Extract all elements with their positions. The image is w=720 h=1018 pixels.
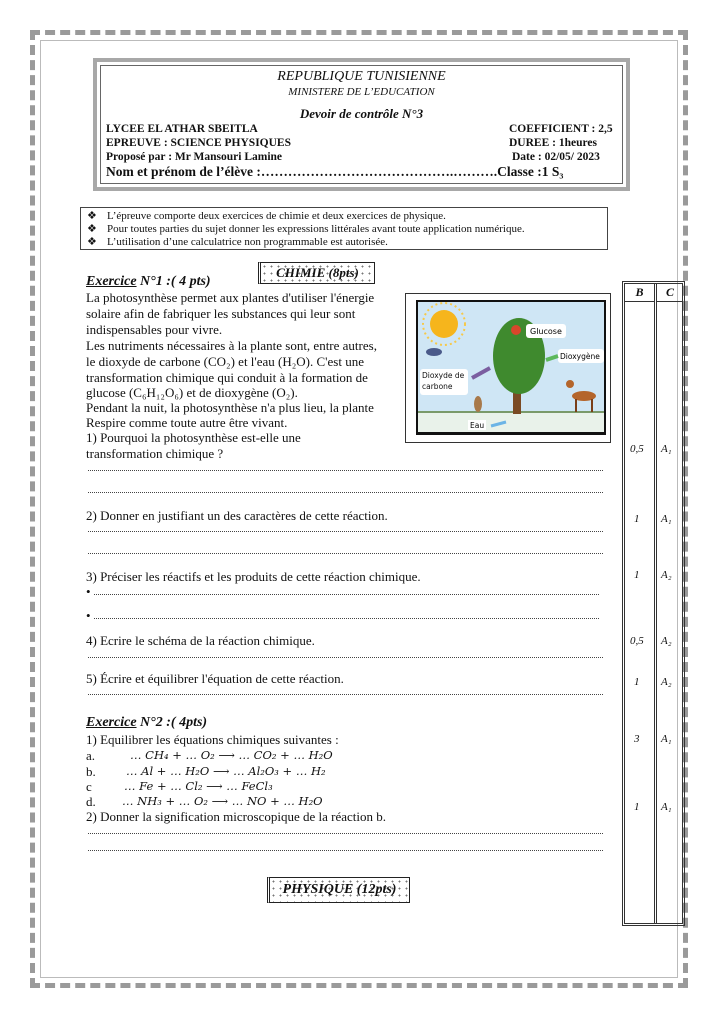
photosynthesis-illustration <box>405 293 611 443</box>
exercise-points: N°2 :( 4pts) <box>136 715 208 730</box>
score-b: 1 <box>634 513 640 525</box>
text-line: Respire comme toute autre être vivant. <box>86 415 288 430</box>
equation: … Al + … H₂O ⟶ … Al₂O₃ + … H₂ <box>126 764 326 778</box>
author: Proposé par : Mr Mansouri Lamine <box>106 151 283 163</box>
equation-label: b. <box>86 764 96 779</box>
rabbit-icon <box>474 396 482 412</box>
header-box <box>93 58 630 191</box>
equation-label: c <box>86 779 92 794</box>
score-c: A₂ <box>661 569 672 581</box>
ex2-question-2: 2) Donner la signification microscopique de la réaction b. <box>86 809 386 824</box>
exam-title: Devoir de contrôle N°3 <box>299 106 424 121</box>
chimie-banner: CHIMIE (8pts) <box>258 262 375 284</box>
text-line: transformation chimique qui conduit à la formation de <box>86 370 368 385</box>
diamond-bullet-icon: ❖ <box>87 210 97 222</box>
ex2-question-1: 1) Equilibrer les équations chimiques suivantes : <box>86 732 339 747</box>
bullet-icon: • <box>86 608 91 623</box>
column-b <box>625 284 657 923</box>
instruction: Pour toutes parties du sujet donner les expressions littérales avant toute application numérique. <box>107 223 525 235</box>
diamond-bullet-icon: ❖ <box>87 223 97 235</box>
score-b: 1 <box>634 569 640 581</box>
label-glucose: Glucose <box>530 327 562 336</box>
text-line: Les nutriments nécessaires à la plante sont, entre autres, <box>86 338 377 353</box>
score-c: A₁ <box>661 443 672 455</box>
score-b: 3 <box>634 733 640 745</box>
coefficient: COEFFICIENT : 2,5 <box>509 123 613 135</box>
instructions-box <box>80 207 608 250</box>
label-dioxygene: Dioxygène <box>560 352 600 361</box>
score-b: 1 <box>634 676 640 688</box>
answer-line[interactable] <box>88 833 603 834</box>
score-c: A₁ <box>661 513 672 525</box>
equation-label: d. <box>86 794 96 809</box>
score-b: 1 <box>634 801 640 813</box>
duration: DUREE : 1heures <box>509 137 597 149</box>
score-c: A₁ <box>661 733 672 745</box>
bullet-icon: • <box>86 584 91 599</box>
answer-line[interactable] <box>88 492 603 493</box>
school: LYCEE EL ATHAR SBEITLA <box>106 123 258 135</box>
question-2: 2) Donner en justifiant un des caractères de cette réaction. <box>86 508 388 523</box>
score-c: A₁ <box>661 801 672 813</box>
answer-line[interactable] <box>94 594 599 595</box>
header-b: B <box>625 284 654 302</box>
text-line: solaire afin de fabriquer les substances qui leur sont <box>86 306 356 321</box>
exercise2-title <box>86 715 207 731</box>
instruction: L’utilisation d’une calculatrice non programmable est autorisée. <box>107 236 388 248</box>
answer-line[interactable] <box>88 553 603 554</box>
score-b: 0,5 <box>630 635 644 647</box>
label-eau: Eau <box>470 421 485 430</box>
grading-table <box>622 281 685 926</box>
exercise-word: Exercice <box>86 274 137 289</box>
equation: … Fe + … Cl₂ ⟶ … FeCl₃ <box>124 779 273 793</box>
diamond-bullet-icon: ❖ <box>87 236 97 248</box>
student-name-field[interactable]: Nom et prénom de l’élève :…………………………………….……….Classe :1 S₃ <box>106 164 564 179</box>
equation-label: a. <box>86 748 96 763</box>
equation: … CH₄ + … O₂ ⟶ … CO₂ + … H₂O <box>130 748 333 762</box>
bird-icon <box>426 348 442 356</box>
republic-title: REPUBLIQUE TUNISIENNE <box>277 69 446 84</box>
text-line: La photosynthèse permet aux plantes d'utiliser l'énergie <box>86 290 375 305</box>
score-b: 0,5 <box>630 443 644 455</box>
ministry: MINISTERE DE L’EDUCATION <box>288 86 435 98</box>
exercise-points: N°1 :( 4 pts) <box>136 274 211 289</box>
answer-line[interactable] <box>94 618 599 619</box>
score-c: A₂ <box>661 676 672 688</box>
answer-line[interactable] <box>88 531 603 532</box>
question-1: 1) Pourquoi la photosynthèse est-elle une <box>86 430 301 445</box>
question-1: transformation chimique ? <box>86 446 224 461</box>
exercise-word: Exercice <box>86 715 137 730</box>
question-3: 3) Préciser les réactifs et les produits de cette réaction chimique. <box>86 569 421 584</box>
text-line: Pendant la nuit, la photosynthèse n'a plus lieu, la plante <box>86 400 374 415</box>
exercise1-title <box>86 274 211 290</box>
question-5: 5) Écrire et équilibrer l'équation de cette réaction. <box>86 671 344 686</box>
text-line: indispensables pour vivre. <box>86 322 223 337</box>
header-c: C <box>657 284 683 302</box>
instruction: L’épreuve comporte deux exercices de chimie et deux exercices de physique. <box>107 210 446 222</box>
date: Date : 02/05/ 2023 <box>512 151 600 163</box>
label-co2: Dioxyde de carbone <box>422 371 465 391</box>
equation: … NH₃ + … O₂ ⟶ … NO + … H₂O <box>122 794 323 808</box>
score-c: A₂ <box>661 635 672 647</box>
answer-line[interactable] <box>88 470 603 471</box>
text-line: glucose (C₆H₁₂O₆) et de dioxygène (O₂). <box>86 385 298 400</box>
answer-line[interactable] <box>88 694 603 695</box>
subject: EPREUVE : SCIENCE PHYSIQUES <box>106 137 291 149</box>
answer-line[interactable] <box>88 657 603 658</box>
question-4: 4) Ecrire le schéma de la réaction chimique. <box>86 633 315 648</box>
photosynthesis-image <box>406 294 610 442</box>
answer-line[interactable] <box>88 850 603 851</box>
physique-banner: PHYSIQUE (12pts) <box>267 877 410 903</box>
text-line: le dioxyde de carbone (CO₂) et l'eau (H₂O). C'est une <box>86 354 364 369</box>
